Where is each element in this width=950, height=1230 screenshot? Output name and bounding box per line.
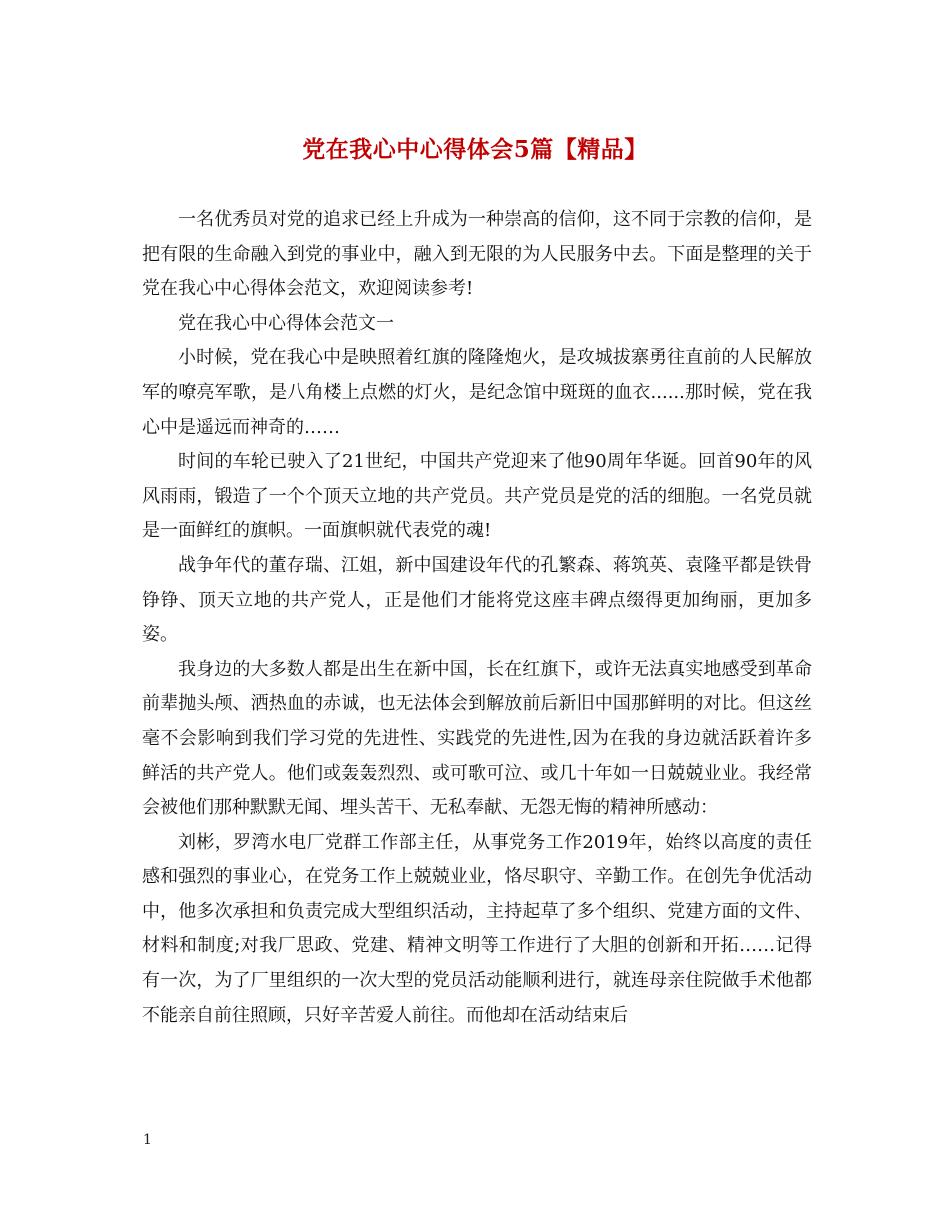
page-number: 1 (143, 1132, 152, 1148)
section-heading: 党在我心中心得体会范文一 (178, 312, 394, 334)
paragraph: 战争年代的董存瑞、江姐，新中国建设年代的孔繁森、蒋筑英、袁隆平都是铁骨铮铮、顶天立地的共产党人，正是他们才能将党这座丰碑点缀得更加绚丽，更加多姿。 (142, 554, 812, 646)
document-title: 党在我心中心得体会5篇【精品】 (302, 136, 648, 163)
document-body (142, 203, 812, 1033)
paragraph: 刘彬，罗湾水电厂党群工作部主任，从事党务工作2019年，始终以高度的责任感和强烈的事业心，在党务工作上兢兢业业，恪尽职守、辛勤工作。在创先争优活动中，他多次承担和负责完成大型组织活动，主持起草了多个组织、党建方面的文件、材料和制度;对我厂思政、党建、精神文明等工作进行了大胆的创新和开拓……记得有一次，为了厂里组织的一次大型的党员活动能顺利进行，就连母亲住院做手术他都不能亲自前往照顾，只好辛苦爱人前往。而他却在活动结束后 (142, 831, 812, 1026)
paragraph: 我身边的大多数人都是出生在新中国，长在红旗下，或许无法真实地感受到革命前辈抛头颅、洒热血的赤诚，也无法体会到解放前后新旧中国那鲜明的对比。但这丝毫不会影响到我们学习党的先进性、实践党的先进性,因为在我的身边就活跃着许多鲜活的共产党人。他们或轰轰烈烈、或可歌可泣、或几十年如一日兢兢业业。我经常会被他们那种默默无闻、埋头苦干、无私奉献、无怨无悔的精神所感动： (142, 658, 812, 819)
paragraph-intro: 一名优秀员对党的追求已经上升成为一种崇高的信仰，这不同于宗教的信仰，是把有限的生命融入到党的事业中，融入到无限的为人民服务中去。下面是整理的关于党在我心中心得体会范文，欢迎阅读参考! (142, 209, 812, 300)
paragraph: 时间的车轮已驶入了21世纪，中国共产党迎来了他90周年华诞。回首90年的风风雨雨，锻造了一个个顶天立地的共产党员。共产党员是党的活的细胞。一名党员就是一面鲜红的旗帜。一面旗帜就代表党的魂! (142, 451, 812, 542)
paragraph: 小时候，党在我心中是映照着红旗的隆隆炮火，是攻城拔寨勇往直前的人民解放军的嘹亮军歌，是八角楼上点燃的灯火，是纪念馆中斑斑的血衣......那时候，党在我心中是遥远而神奇的…… (142, 347, 812, 438)
